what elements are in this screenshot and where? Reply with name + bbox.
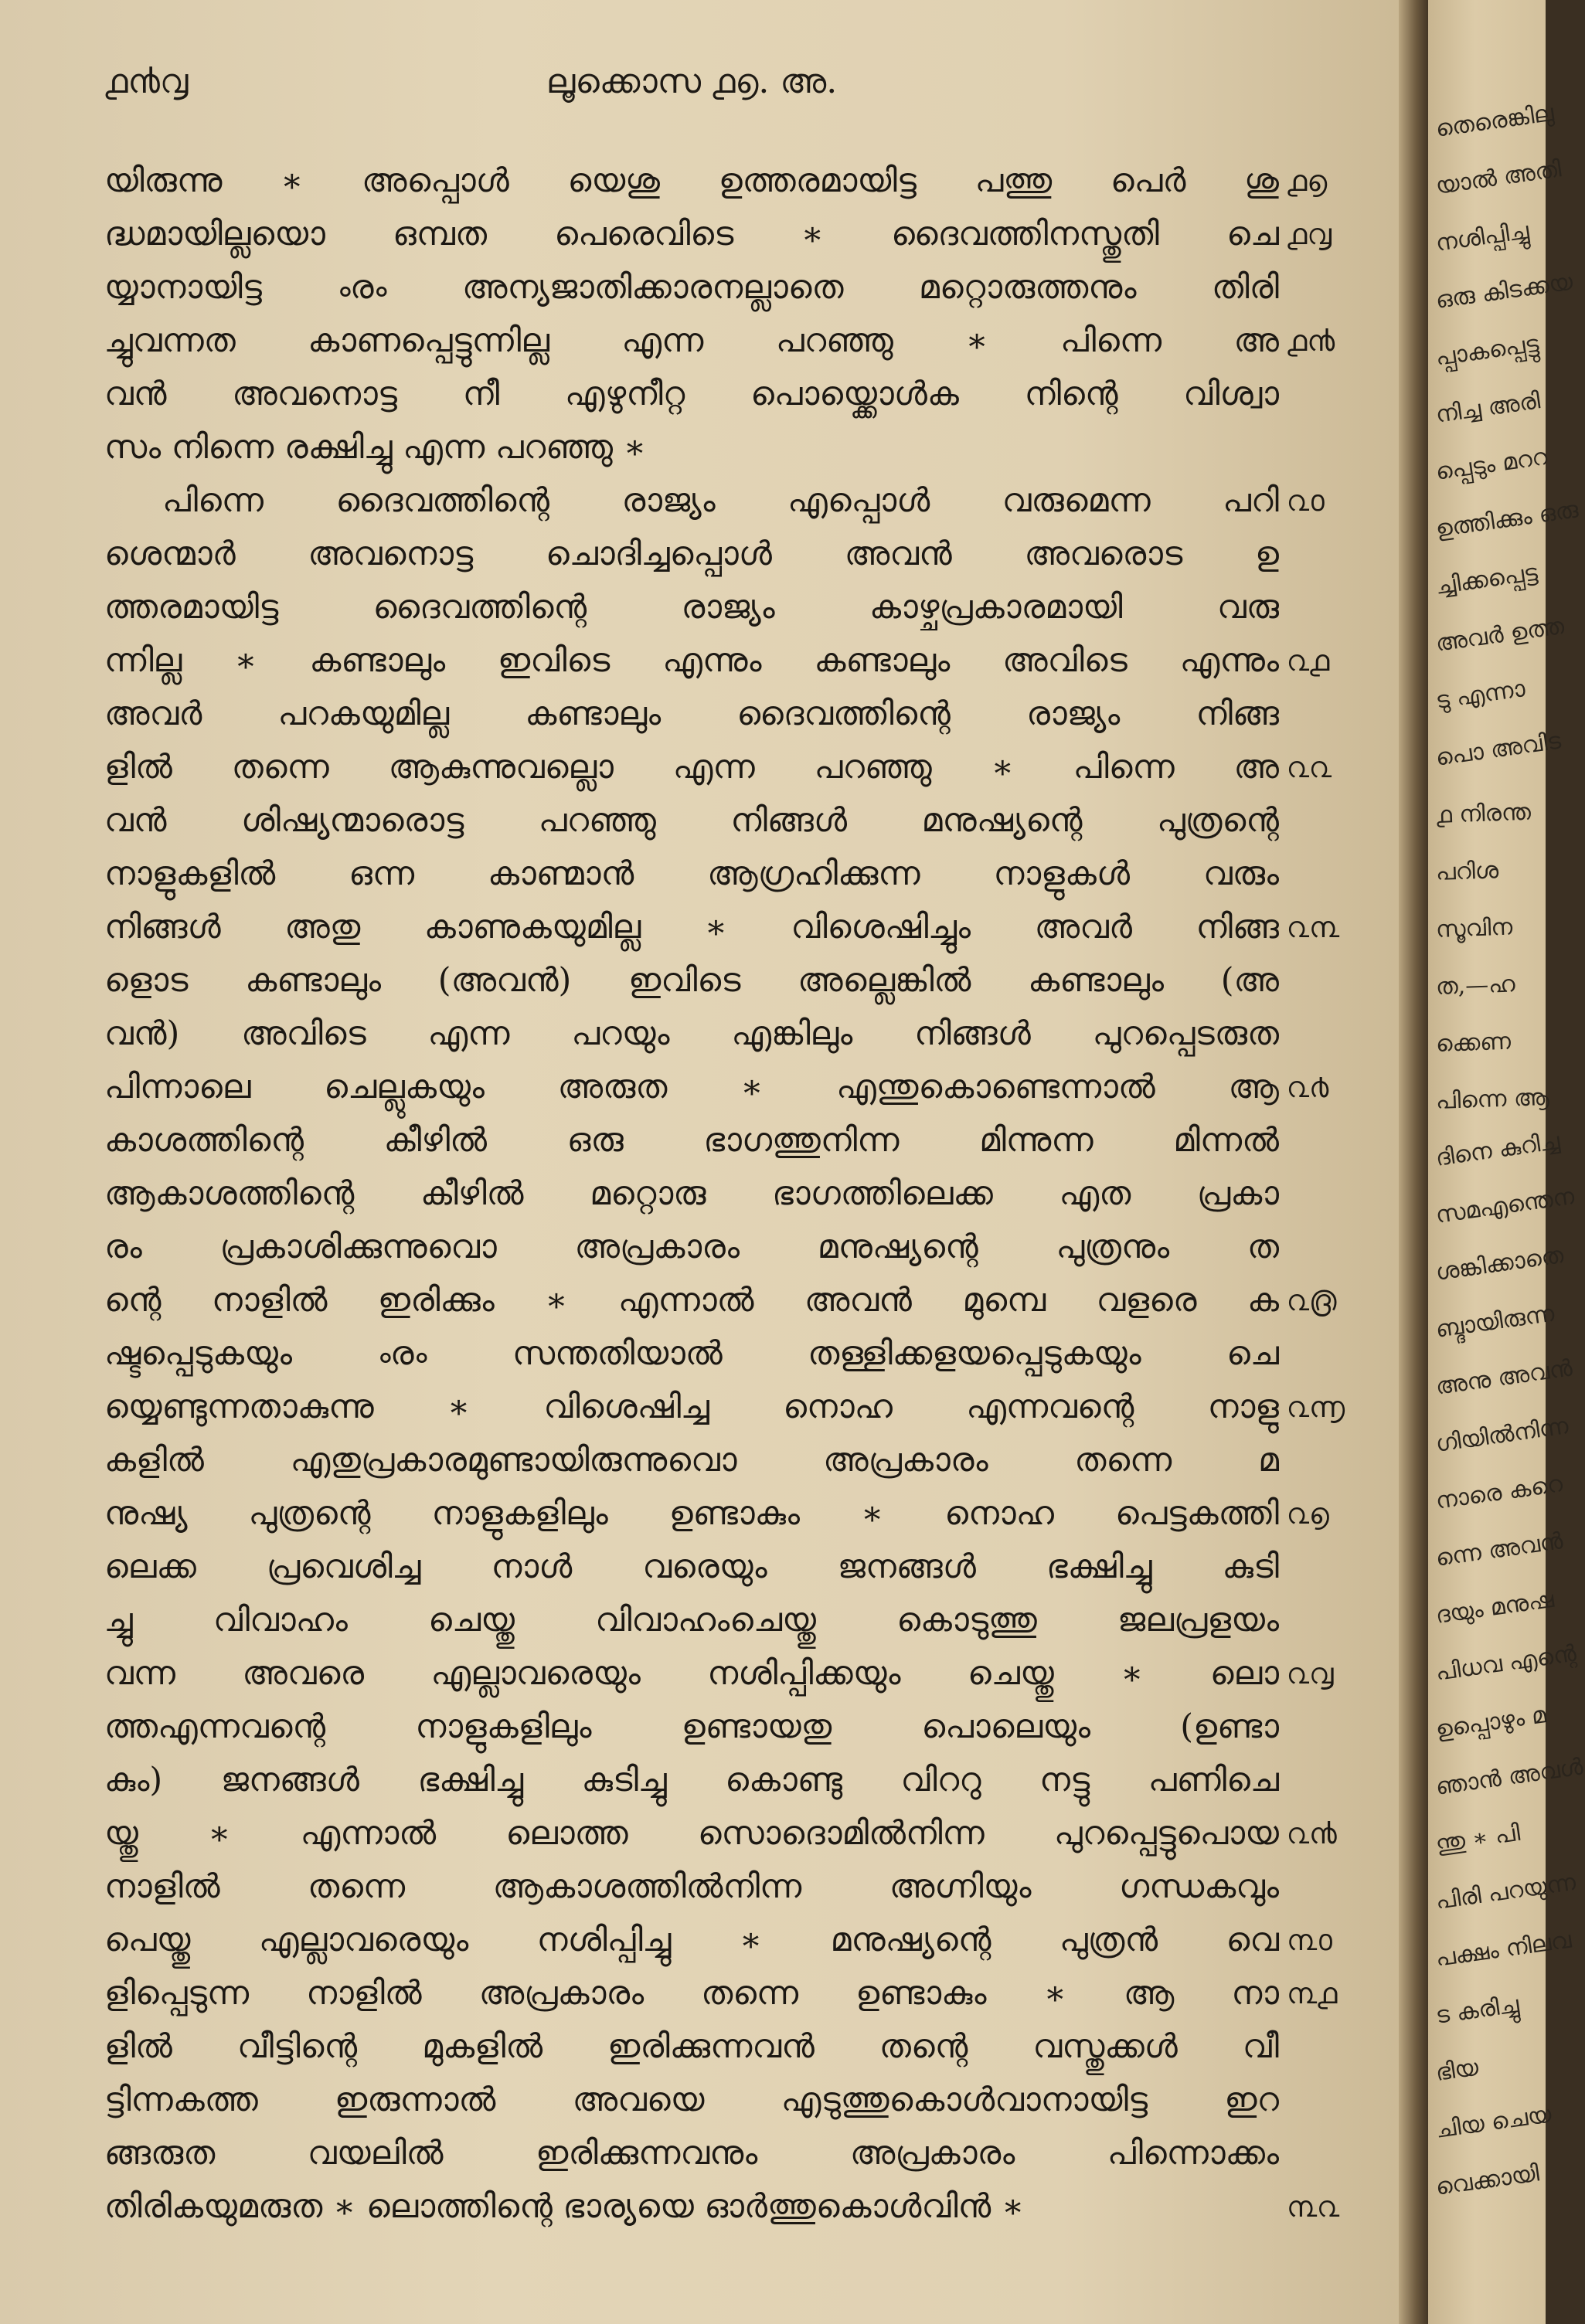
facing-page-line: പ്പെടും മററ (1434, 443, 1549, 486)
facing-page-line: ഉപ്പൊഴും മ (1434, 1701, 1549, 1744)
text-line: കും) ജനങ്ങൾ ഭക്ഷിച്ചു കുടിച്ചു കൊണ്ടു വിററു നട്ടു പണിചെ (104, 1761, 1279, 1799)
text-line: ങ്ങരുത വയലിൽ ഇരിക്കുന്നവനും അപ്രകാരം പിന്നൊക്കം (104, 2134, 1279, 2173)
text-line: നുഷ്യ പുത്രന്റെ നാളുകളിലും ഉണ്ടാകും ∗ നൊഹ പെട്ടകത്തി (104, 1494, 1279, 1533)
text-line: ളൊട കണ്ടാലും (അവൻ) ഇവിടെ അല്ലെങ്കിൽ കണ്ടാലും (അ (104, 961, 1279, 1000)
text-line: ത്തരമായിട്ട ദൈവത്തിന്റെ രാജ്യം കാഴ്ചപ്രകാരമായി വരു (104, 588, 1279, 627)
facing-page-line: നാരെ കറെ (1434, 1470, 1565, 1515)
facing-page-line: ഞാൻ അവൾ (1434, 1753, 1585, 1801)
text-line: ളിപ്പെടുന്ന നാളിൽ അപ്രകാരം തന്നെ ഉണ്ടാകും ∗ ആ നാ (104, 1974, 1279, 2013)
verse-number: ൩൧ (1287, 1976, 1338, 2010)
facing-page-line: വെക്കായി (1434, 2159, 1541, 2201)
facing-page-line: പിന്നെ ആ (1435, 1083, 1550, 1115)
text-line: ശെന്മാർ അവനൊട്ട ചൊദിച്ചപ്പൊൾ അവൻ അവരൊട ഉ (104, 535, 1279, 573)
facing-page-line: പിരി പറയുന്ന (1434, 1868, 1578, 1915)
text-line: നിങ്ങൾ അതു കാണുകയുമില്ല ∗ വിശെഷിച്ചും അവർ നിങ്ങ (104, 908, 1279, 946)
text-line: ട്ടിന്നകത്ത ഇരുന്നാൽ അവയെ എടുത്തുകൊൾവാനായിട്ട ഇറ (104, 2081, 1279, 2119)
text-line: ലെക്ക പ്രവെശിച്ച നാൾ വരെയും ജനങ്ങൾ ഭക്ഷിച്ചു കുടി (104, 1548, 1279, 1586)
verse-number: ൨൯ (1287, 1816, 1337, 1850)
page-number: ൧൯൮ (104, 62, 189, 101)
text-line: യ്തു ∗ എന്നാൽ ലൊത്ത സൊദൊമിൽനിന്ന പുറപ്പെട്ടുപൊയ (104, 1814, 1279, 1853)
facing-page-line: പക്ഷം നിലവ (1434, 1926, 1573, 1972)
facing-page-line: പറിശ (1435, 857, 1499, 886)
text-line: തിരികയുമരുത ∗ ലൊത്തിന്റെ ഭാര്യയെ ഓർത്തുകൊൾവിൻ ∗ (104, 2187, 1025, 2226)
text-line: ളിൽ തന്നെ ആകുന്നുവല്ലൊ എന്ന പറഞ്ഞു ∗ പിന്നെ അ (104, 748, 1279, 787)
facing-page-line: പൊ അവിട (1434, 727, 1563, 772)
scripture-text (104, 155, 1279, 2234)
facing-page-line: ന്തു ∗ പി (1434, 1819, 1522, 1858)
facing-page-line: അവർ ഉത്ത (1434, 612, 1566, 657)
text-line: പിന്നാലെ ചെല്ലുകയും അരുത ∗ എന്തുകൊണ്ടെന്നാൽ ആ (104, 1068, 1279, 1106)
text-line: അവർ പറകയുമില്ല കണ്ടാലും ദൈവത്തിന്റെ രാജ്യം നിങ്ങ (104, 695, 1279, 733)
text-line: ന്റെ നാളിൽ ഇരിക്കും ∗ എന്നാൽ അവൻ മുമ്പെ വളരെ ക (104, 1281, 1279, 1320)
facing-page-line: പ്പാകപ്പെട്ടു (1434, 330, 1541, 372)
text-line: വൻ അവനൊട്ട നീ എഴുനീറ്റ പൊയ്ക്കൊൾക നിന്റെ വിശ്വാ (104, 375, 1279, 413)
facing-page-line: ക്കെണ (1435, 1028, 1512, 1058)
verse-number: ൨൬ (1287, 1390, 1345, 1424)
text-line: പെയ്തു എല്ലാവരെയും നശിപ്പിച്ചു ∗ മനുഷ്യന്റെ പുത്രൻ വെ (104, 1921, 1279, 1959)
text-line: വൻ) അവിടെ എന്ന പറയും എങ്കിലും നിങ്ങൾ പുറപ്പെടരുത (104, 1014, 1279, 1053)
facing-page-line: ദയും മനുഷ (1434, 1585, 1556, 1629)
facing-page-line: ടു എന്നാ (1434, 674, 1527, 715)
verse-number: ൩൦ (1287, 1923, 1332, 1957)
text-line: നാളിൽ തന്നെ ആകാശത്തിൽനിന്ന അഗ്നിയും ഗന്ധകവും (104, 1867, 1279, 1906)
verse-number: ൨൫ (1287, 1283, 1337, 1317)
facing-page-line: ശങ്കിക്കാതെ (1434, 1242, 1566, 1286)
verse-number: ൧൮ (1287, 217, 1332, 251)
facing-page-line: ന്നെ അവൻ (1434, 1527, 1565, 1572)
facing-page-line: ഉത്തിക്കും ഒരു (1434, 496, 1580, 543)
text-line: ച്ചുവന്നത കാണപ്പെട്ടുന്നില്ല എന്ന പറഞ്ഞു ∗ പിന്നെ അ (104, 321, 1279, 360)
facing-page-line: ഭിയ (1434, 2054, 1481, 2087)
verse-number: ൨൩ (1287, 910, 1340, 944)
verse-number: ൨൮ (1287, 1656, 1334, 1690)
text-line: കാശത്തിന്റെ കീഴിൽ ഒരു ഭാഗത്തുനിന്ന മിന്നുന്ന മിന്നൽ (104, 1121, 1279, 1160)
text-line: നാളുകളിൽ ഒന്ന കാണ്മാൻ ആഗ്രഹിക്കുന്ന നാളുകൾ വരും (104, 855, 1279, 893)
text-line: യ്യാനായിട്ട ൟ അന്യജാതിക്കാരനല്ലാതെ മറ്റൊരുത്തനും തിരി (104, 268, 1279, 307)
facing-page-line: സമഎന്തെന (1434, 1183, 1576, 1229)
facing-page-line: ഗിയിൽനിന്ന (1434, 1412, 1570, 1458)
text-line: പിന്നെ ദൈവത്തിന്റെ രാജ്യം എപ്പൊൾ വരുമെന്ന പറി (162, 481, 1279, 520)
facing-page-line: സൂവിന (1435, 913, 1513, 943)
verse-number: ൨൨ (1287, 750, 1332, 784)
facing-page-line: പിധവ എന്റെ (1434, 1639, 1578, 1687)
text-line: വൻ ശിഷ്യന്മാരൊട്ട പറഞ്ഞു നിങ്ങൾ മനുഷ്യന്റെ പുത്രന്റെ (104, 801, 1279, 840)
verse-number: ൩൨ (1287, 2190, 1340, 2224)
verse-number: ൧൭ (1287, 164, 1328, 198)
text-line: സം നിന്നെ രക്ഷിച്ചു എന്ന പറഞ്ഞു ∗ (104, 428, 646, 467)
facing-page-line: അനു അവൻ (1434, 1354, 1574, 1401)
text-line: കളിൽ എതുപ്രകാരമുണ്ടായിരുന്നുവൊ അപ്രകാരം തന്നെ മ (104, 1441, 1279, 1480)
facing-page-line: നശിപ്പിച്ചു (1434, 217, 1531, 257)
facing-page-line: യാൽ അതി (1434, 155, 1563, 200)
facing-page-line: ച്ചിക്കപ്പെട്ട (1434, 559, 1539, 600)
facing-page-line: ഒരു കിടക്കയ (1434, 268, 1575, 314)
text-line: ളിൽ വീട്ടിന്റെ മുകളിൽ ഇരിക്കുന്നവൻ തന്റെ വസ്തുക്കൾ വീ (104, 2027, 1279, 2066)
facing-page-line: ത,—ഹ (1435, 970, 1516, 1001)
verse-number: ൨൪ (1287, 1070, 1329, 1104)
facing-page-line: ട കരിച്ചു (1434, 1991, 1521, 2030)
facing-page-line: ബ്ദായിരുന്ന (1434, 1300, 1556, 1344)
text-line: യ്യെണ്ടുന്നതാകുന്നു ∗ വിശെഷിച്ച നൊഹ എന്നവന്റെ നാളു (104, 1388, 1279, 1426)
text-line: ത്തഎന്നവന്റെ നാളുകളിലും ഉണ്ടായതു പൊലെയും (ഉണ്ടാ (104, 1707, 1279, 1746)
text-line: രം പ്രകാശിക്കുന്നുവൊ അപ്രകാരം മനുഷ്യന്റെ പുത്രനും ത (104, 1228, 1279, 1266)
facing-page-line: ചിയ ചെയ (1434, 2101, 1553, 2144)
text-line: ന്നില്ല ∗ കണ്ടാലും ഇവിടെ എന്നും കണ്ടാലും അവിടെ എന്നും (104, 641, 1279, 680)
verse-number: ൧൯ (1287, 324, 1335, 358)
chapter-heading: ലൂക്കൊസ ൧൭. അ. (546, 62, 838, 101)
verse-number: ൨൭ (1287, 1497, 1329, 1531)
text-line: ച്ചു വിവാഹം ചെയ്തു വിവാഹംചെയ്തു കൊടുത്തു ജലപ്രളയം (104, 1601, 1279, 1639)
running-head (104, 62, 1279, 116)
facing-page-line: ൧ നിരന്ത (1435, 798, 1532, 829)
text-line: ഷ്ടപ്പെടുകയും ൟ സന്തതിയാൽ തള്ളിക്കളയപ്പെടുകയും ചെ (104, 1334, 1279, 1373)
text-line: ആകാശത്തിന്റെ കീഴിൽ മറ്റൊരു ഭാഗത്തിലെക്ക എത പ്രകാ (104, 1174, 1279, 1213)
text-line: യിരുന്നു ∗ അപ്പൊൾ യെശു ഉത്തരമായിട്ട പത്തു പെർ ശു (104, 161, 1279, 200)
facing-page-line: തെരെങ്കിലു (1434, 99, 1556, 143)
facing-page-line: ദിനെ കുറിച്ച (1434, 1127, 1562, 1172)
verse-number: ൨൧ (1287, 644, 1330, 678)
verse-number: ൨൦ (1287, 484, 1325, 518)
facing-page-line: നിച്ച അരി (1434, 387, 1542, 429)
text-line: ദ്ധമായില്ലയൊ ഒമ്പത പെരെവിടെ ∗ ദൈവത്തിനസ്തുതി ചെ (104, 215, 1279, 253)
text-line: വന്ന അവരെ എല്ലാവരെയും നശിപ്പിക്കയും ചെയ്തു ∗ ലൊ (104, 1654, 1279, 1693)
